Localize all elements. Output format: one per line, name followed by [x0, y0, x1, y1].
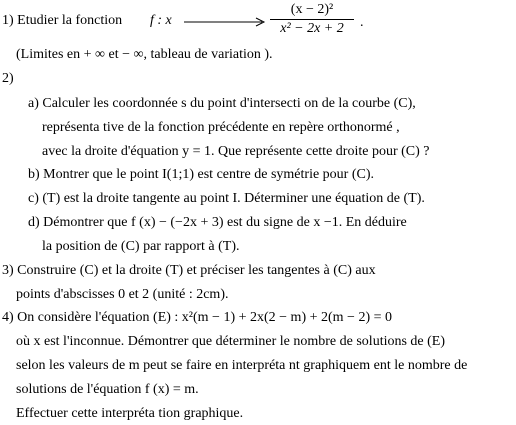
q2-d-line1: d) Démontrer que f (x) − (−2x + 3) est du signe de x −1. En déduire [28, 215, 407, 230]
long-right-arrow-icon [182, 16, 268, 28]
q4-line2: où x est l'inconnue. Démontrer que déterminer le nombre de solutions de (E) [16, 334, 446, 349]
fraction-denominator: x² − 2x + 2 [280, 21, 344, 36]
fraction-numerator: (x − 2)² [290, 2, 334, 17]
q2-a-line1: a) Calculer les coordonnée s du point d'intersecti on de la courbe (C), [28, 96, 416, 111]
fraction-bar [270, 19, 354, 20]
q3-line2: points d'abscisses 0 et 2 (unité : 2cm). [16, 287, 229, 302]
q4-line3: selon les valeurs de m peut se faire en interpréta nt graphiquem ent le nombre de [16, 358, 468, 373]
q4-line1: 4) On considère l'équation (E) : x²(m − 1) + 2x(2 − m) + 2(m − 2) = 0 [2, 310, 393, 325]
q1-line2: (Limites en + ∞ et − ∞, tableau de variation ). [16, 47, 273, 62]
q2-b: b) Montrer que le point I(1;1) est centre de symétrie pour (C). [28, 167, 375, 182]
q2-d-line2: la position de (C) par rapport à (T). [42, 239, 240, 254]
function-label: f : x [150, 13, 172, 28]
q2-c: c) (T) est la droite tangente au point I. Déterminer une équation de (T). [28, 191, 425, 206]
q4-line4: solutions de l'équation f (x) = m. [16, 382, 199, 397]
q2-a-line2: représenta tive de la fonction précédente en repère orthonormé , [42, 120, 400, 135]
q3-line1: 3) Construire (C) et la droite (T) et préciser les tangentes à (C) aux [2, 263, 376, 278]
fraction-period: . [360, 15, 364, 30]
q2-a-line3: avec la droite d'équation y = 1. Que représente cette droite pour (C) ? [42, 144, 430, 159]
q1-line1-prefix: 1) Etudier la fonction [2, 13, 123, 28]
function-fraction [270, 2, 354, 37]
q2-label: 2) [2, 71, 14, 86]
q4-line5: Effectuer cette interpréta tion graphique. [16, 406, 244, 421]
